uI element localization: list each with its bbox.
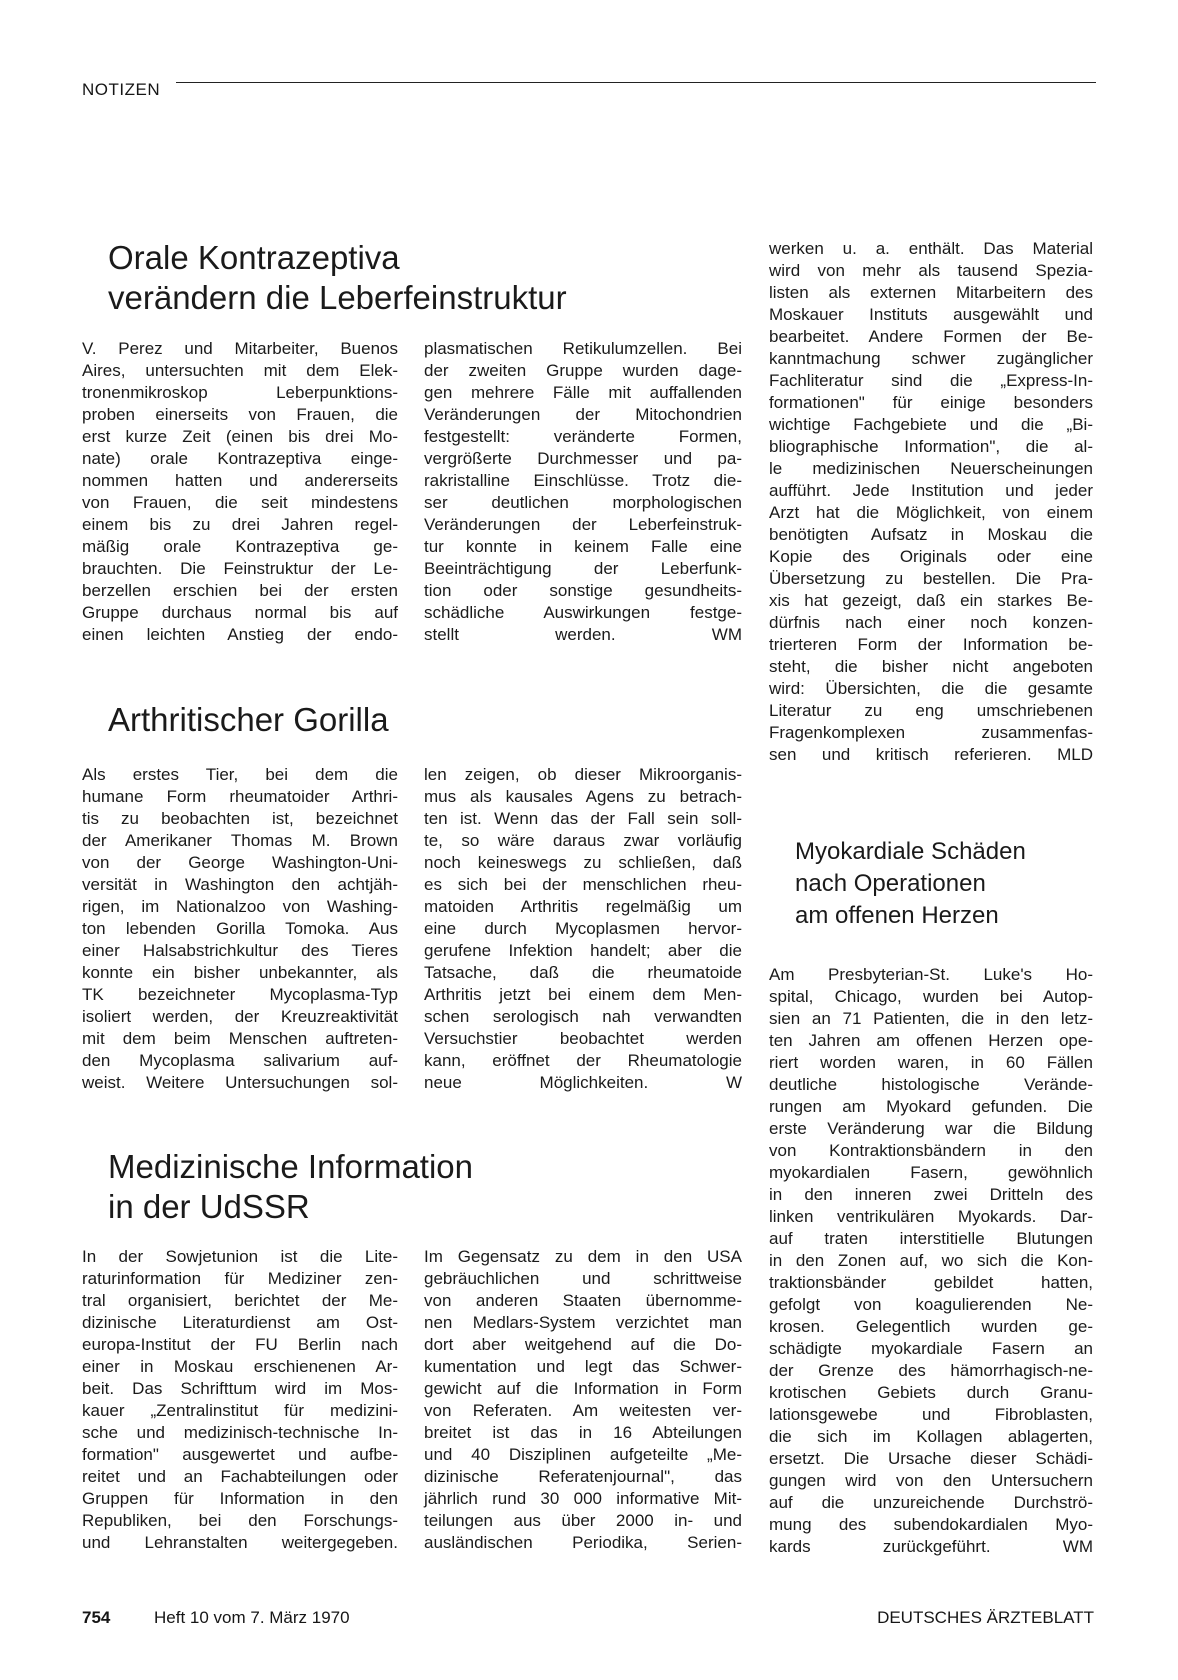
- article-udssr-col1: In der Sowjetunion ist die Lite- raturinformation für Mediziner zen- tral organisiert, berichtet der Me- dizinische Literaturdienst am Ost- europa-Institut der FU Berlin nach einer in Moskau erschienenen Ar- beit. Das Schrifttum wird im Mos- kauer „Zentralinstitut für medizini- sche und medizinisch-technische In- formation" ausgewertet und aufbe- reitet und an Fachabteilungen oder Gruppen für Information in den Republiken, bei den Forschungs- und Lehranstalten weitergegeben.: [82, 1247, 398, 1552]
- article-udssr-col2: Im Gegensatz zu dem in den USA gebräuchlichen und schrittweise von anderen Staaten übernomme- nen Medlars-System verzichtet man dort aber weitgehend auf die Do- kumentation und legt das Schwer- gewicht auf die Information in Form von Referaten. Am weitesten ver- breitet ist das in 16 Abteilungen und 40 Disziplinen aufgeteilte „Me- dizinische Referatenjournal", das jährlich rund 30 000 informative Mit- teilungen aus über 2000 in- und ausländischen Periodika, Serien-: [424, 1247, 742, 1552]
- article-oral-contraceptives-col1: V. Perez und Mitarbeiter, Buenos Aires, untersuchten mit dem Elek- tronenmikroskop Leberpunktions- proben einerseits von Frauen, die erst kurze Zeit (einen bis drei Mo- nate) orale Kontrazeptiva einge- nommen hatten und andererseits von Frauen, die seit mindestens einem bis zu drei Jahren regel- mäßig orale Kontrazeptiva ge- brauchten. Die Feinstruktur der Le- berzellen erschien bei der ersten Gruppe durchaus normal bis auf einen leichten Anstieg der endo-: [82, 339, 398, 644]
- issue-info: Heft 10 vom 7. März 1970: [154, 1608, 350, 1627]
- article-gorilla-col1: Als erstes Tier, bei dem die humane Form rheumatoider Arthri- tis zu beobachten ist, bezeichnet der Amerikaner Thomas M. Brown von der George Washington-Uni- versität in Washington den achtjäh- rigen, im Nationalzoo von Washing- ton lebenden Gorilla Tomoka. Aus einer Halsabstrichkultur des Tieres konnte ein bisher unbekannter, als TK bezeichneter Mycoplasma-Typ isoliert werden, der Kreuzreaktivität mit dem beim Menschen auftreten- den Mycoplasma salivarium auf- weist. Weitere Untersuchungen sol-: [82, 765, 398, 1092]
- page-number: 754: [82, 1608, 111, 1627]
- article-title-udssr: Medizinische Information in der UdSSR: [108, 1148, 473, 1225]
- article-title-oral-contraceptives: Orale Kontrazeptiva verändern die Leberfeinstruktur: [108, 239, 567, 316]
- article-myocardial-body: Am Presbyterian-St. Luke's Ho- spital, Chicago, wurden bei Autop- sien an 71 Patienten, die in den letz- ten Jahren am offenen Herzen ope- riert worden waren, in 60 Fällen deutliche histologische Verände- rungen am Myokard gefunden. Die erste Veränderung war die Bildung von Kontraktionsbändern in den myokardialen Fasern, gewöhnlich in den inneren zwei Dritteln des linken ventrikulären Myokards. Dar- auf traten interstitielle Blutungen in den Zonen auf, wo sich die Kon- traktionsbänder gebildet hatten, gefolgt von koagulierenden Ne- krosen. Gelegentlich wurden ge- schädigte myokardiale Fasern an der Grenze des hämorrhagisch-ne- krotischen Gebiets durch Granu- lationsgewebe und Fibroblasten, die sich im Kollagen ablagerten, ersetzt. Die Ursache dieser Schädi- gungen wird von den Untersuchern auf die unzureichende Durchströ- mung des subendokardialen Myo- kards zurückgeführt. WM: [769, 965, 1093, 1556]
- article-udssr-col3: werken u. a. enthält. Das Material wird von mehr als tausend Spezia- listen als externen Mitarbeitern des Moskauer Instituts ausgewählt und bearbeitet. Andere Formen der Be- kanntmachung schwer zugänglicher Fachliteratur sind die „Express-In- formationen" für einige besonders wichtige Fachgebiete und die „Bi- bliographische Information", die al- le medizinischen Neuerscheinungen aufführt. Jede Institution und jeder Arzt hat die Möglichkeit, von einem benötigten Aufsatz in Moskau die Kopie des Originals oder eine Übersetzung zu bestellen. Die Pra- xis hat gezeigt, daß ein starkes Be- dürfnis nach einer noch konzen- trierteren Form der Information be- steht, die bisher nicht angeboten wird: Übersichten, die die gesamte Literatur zu eng umschriebenen Fragenkomplexen zusammenfas- sen und kritisch referieren. MLD: [769, 239, 1093, 764]
- section-label: NOTIZEN: [82, 80, 161, 99]
- article-title-myocardial: Myokardiale Schäden nach Operationen am offenen Herzen: [795, 838, 1026, 929]
- article-title-gorilla: Arthritischer Gorilla: [108, 701, 389, 738]
- article-gorilla-col2: len zeigen, ob dieser Mikroorganis- mus als kausales Agens zu betrach- ten ist. Wenn das der Fall sein soll- te, so wäre daraus zwar vorläufig noch keineswegs zu schließen, daß es sich bei der menschlichen rheu- matoiden Arthritis regelmäßig um eine durch Mycoplasmen hervor- gerufene Infektion handelt; aber die Tatsache, daß die rheumatoide Arthritis jetzt bei einem dem Men- schen serologisch nah verwandten Versuchstier beobachtet werden kann, eröffnet der Rheumatologie neue Möglichkeiten. W: [424, 765, 742, 1092]
- header-rule: [176, 82, 1096, 83]
- article-oral-contraceptives-col2: plasmatischen Retikulumzellen. Bei der zweiten Gruppe wurden dage- gen mehrere Fälle mit auffallenden Veränderungen der Mitochondrien festgestellt: veränderte Formen, vergrößerte Durchmesser und pa- rakristalline Einschlüsse. Trotz die- ser deutlichen morphologischen Veränderungen der Leberfeinstruk- tur konnte in keinem Falle eine Beeinträchtigung der Leberfunk- tion oder sonstige gesundheits- schädliche Auswirkungen festge- stellt werden. WM: [424, 339, 742, 644]
- journal-name: DEUTSCHES ÄRZTEBLATT: [877, 1608, 1094, 1627]
